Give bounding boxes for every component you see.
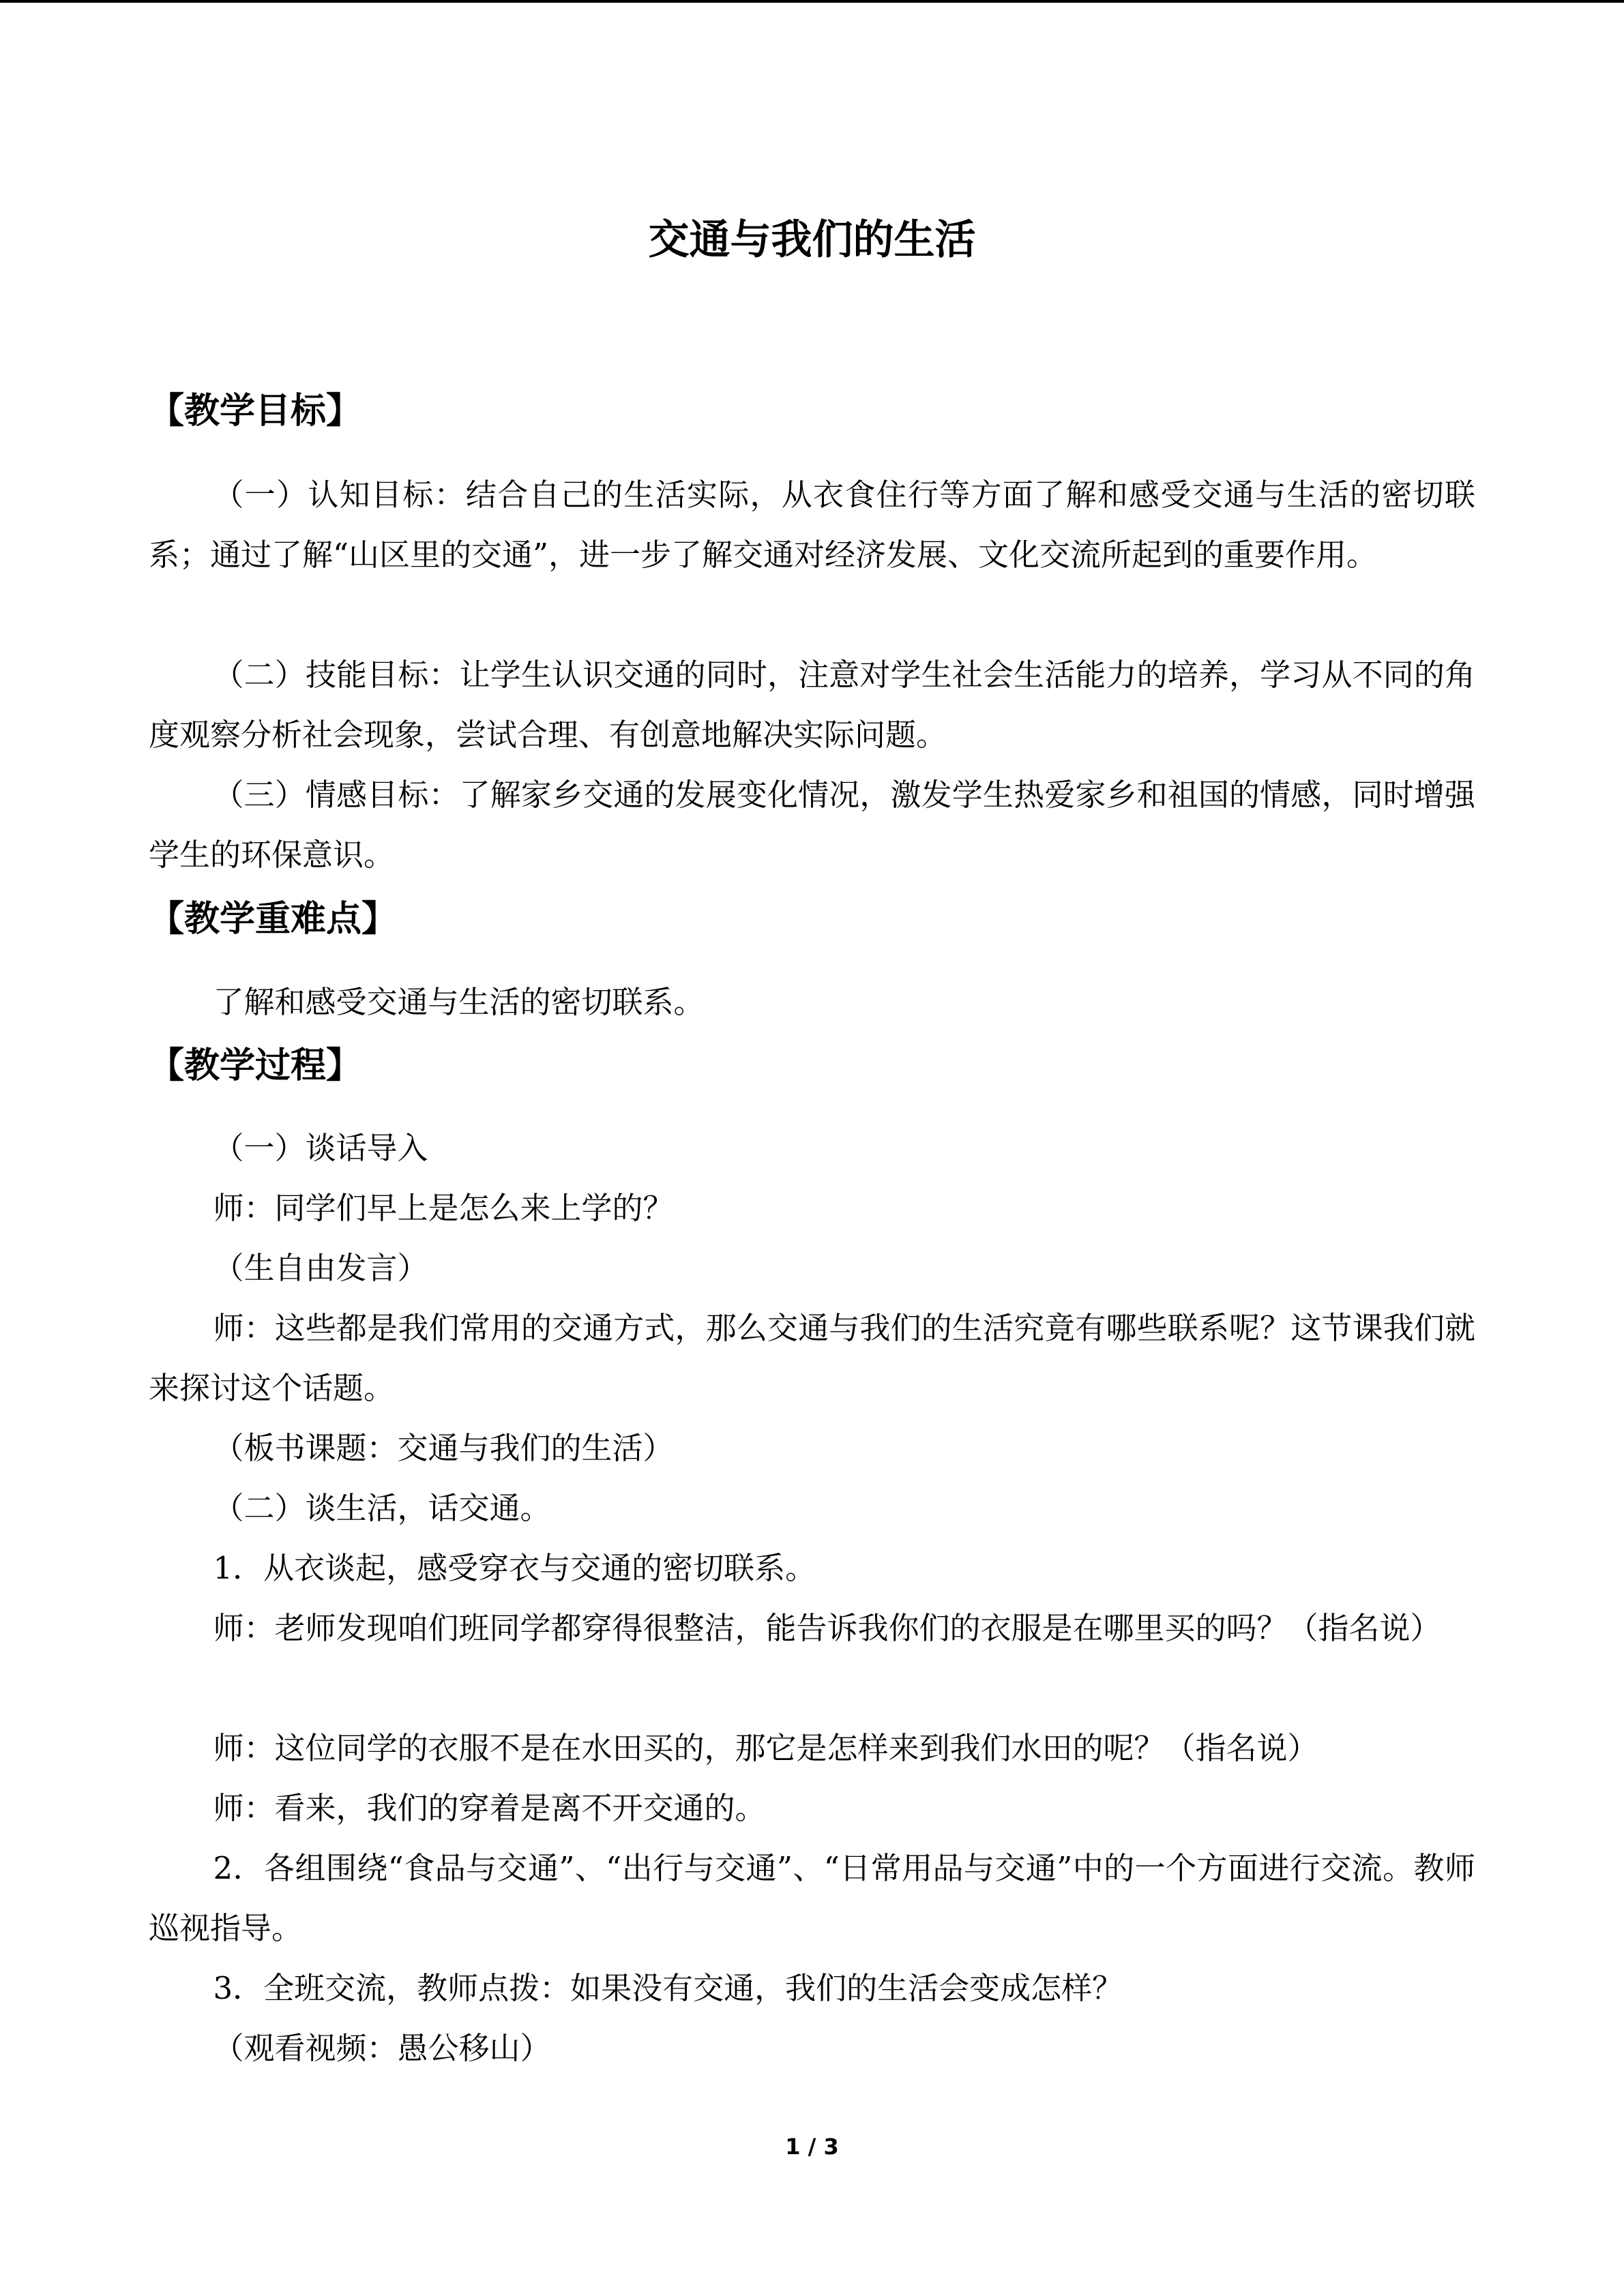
paragraph-skill-objective: （二）技能目标：让学生认识交通的同时，注意对学生社会生活能力的培养，学习从不同的角度观察分析社会现象，尝试合理、有创意地解决实际问题。	[149, 657, 1475, 753]
paragraph-teacher-conclusion: 师：看来，我们的穿着是离不开交通的。	[213, 1790, 766, 1826]
page-number: 1 / 3	[785, 2134, 839, 2160]
paragraph-student-response: （生自由发言）	[213, 1250, 428, 1286]
paragraph-step-two: 2．各组围绕“食品与交通”、“出行与交通”、“日常用品与交通”中的一个方面进行交流。教师巡视指导。	[149, 1850, 1475, 1946]
section-heading-key-points: 【教学重难点】	[149, 899, 398, 940]
paragraph-teacher-clothes: 师：老师发现咱们班同学都穿得很整洁，能告诉我你们的衣服是在哪里买的吗？（指名说）	[213, 1610, 1441, 1646]
paragraph-key-point: 了解和感受交通与生活的密切联系。	[213, 984, 705, 1020]
paragraph-part-two-heading: （二）谈生活，话交通。	[213, 1490, 551, 1526]
paragraph-teacher-origin: 师：这位同学的衣服不是在水田买的，那它是怎样来到我们水田的呢？（指名说）	[213, 1730, 1318, 1766]
paragraph-step-one: 1．从衣谈起，感受穿衣与交通的密切联系。	[213, 1550, 816, 1586]
paragraph-intro-heading: （一）谈话导入	[213, 1130, 428, 1166]
paragraph-emotion-objective: （三）情感目标：了解家乡交通的发展变化情况，激发学生热爱家乡和祖国的情感，同时增强学生的环保意识。	[149, 777, 1475, 873]
document-title: 交通与我们的生活	[648, 216, 976, 264]
document-page	[149, 0, 1475, 2296]
paragraph-step-three: 3．全班交流，教师点拨：如果没有交通，我们的生活会变成怎样？	[213, 1970, 1123, 2006]
paragraph-video-note: （观看视频：愚公移山）	[213, 2030, 551, 2066]
paragraph-teacher-question: 师：同学们早上是怎么来上学的？	[213, 1190, 674, 1226]
section-heading-process: 【教学过程】	[149, 1045, 362, 1086]
paragraph-teacher-topic: 师：这些都是我们常用的交通方式，那么交通与我们的生活究竟有哪些联系呢？这节课我们就来探讨这个话题。	[149, 1310, 1475, 1406]
paragraph-cognitive-objective: （一）认知目标：结合自己的生活实际，从衣食住行等方面了解和感受交通与生活的密切联系；通过了解“山区里的交通”，进一步了解交通对经济发展、文化交流所起到的重要作用。	[149, 477, 1475, 573]
section-heading-objectives: 【教学目标】	[149, 391, 362, 432]
paragraph-board-title: （板书课题：交通与我们的生活）	[213, 1430, 674, 1466]
